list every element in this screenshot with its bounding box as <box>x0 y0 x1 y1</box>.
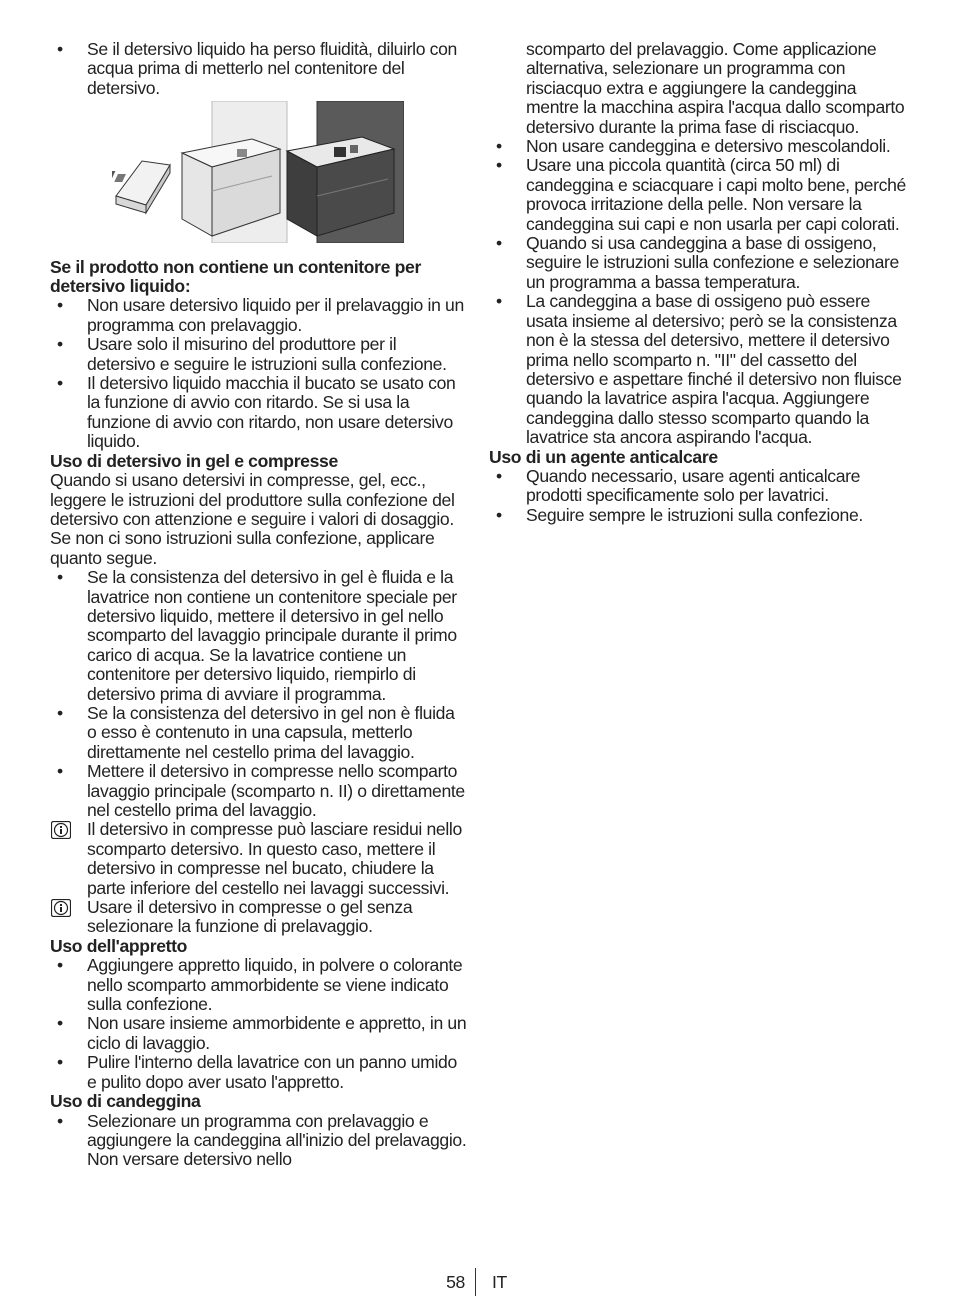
bleach-continuation: scomparto del prelavaggio. Come applicazione alternativa, selezionare un programma con risciacquo extra e aggiungere la candeggina mentre la macchina aspira l'acqua dallo scomparto detersivo durante la prima fase di risciacquo. <box>526 39 905 137</box>
intro-list <box>50 40 468 98</box>
drawer-light <box>182 101 287 243</box>
right-column <box>489 40 909 525</box>
bleach-list-start <box>50 1112 468 1170</box>
no-liquid-list <box>50 296 468 451</box>
detergent-drawer-figure <box>112 101 404 243</box>
section-title-bleach: Uso di candeggina <box>50 1091 201 1112</box>
list-item: • Il detersivo liquido macchia il bucato se usato con la funzione di avvio con ritardo. Se si usa la funzione di avvio con ritardo, non usare detersivo liquido. <box>57 373 456 452</box>
gel-intro-paragraph: Quando si usano detersivi in compresse, gel, ecc., leggere le istruzioni del produttore sulla confezione del detersivo con attenzione e seguire i valori di dosaggio. Se non ci sono istruzioni sulla confezione, applicare quanto segue. <box>50 470 455 568</box>
info-icon <box>51 899 71 917</box>
language-code: IT <box>492 1272 507 1292</box>
list-item: • Se la consistenza del detersivo in gel non è fluida o esso è contenuto in una capsula, metterlo direttamente nel cestello prima del lavaggio. <box>57 702 455 762</box>
gel-list <box>50 568 468 820</box>
left-column <box>50 40 468 1170</box>
section-title-no-liquid: Se il prodotto non contiene un contenitore per detersivo liquido: <box>50 256 421 297</box>
info-icon <box>51 821 71 839</box>
list-item: • Quando si usa candeggina a base di ossigeno, seguire le istruzioni sulla confezione e selezionare un programma a bassa temperatura. <box>496 233 899 292</box>
section-title-gel: Uso di detersivo in gel e compresse <box>50 450 338 471</box>
info-note: Usare il detersivo in compresse o gel senza selezionare la funzione di prelavaggio. <box>50 898 468 937</box>
footer-divider <box>475 1268 476 1296</box>
liquid-container-insert <box>112 161 170 213</box>
list-item: • Quando necessario, usare agenti anticalcare prodotti specificamente solo per lavatrici. <box>496 465 861 506</box>
descaler-list <box>489 467 909 525</box>
list-item: • Mettere il detersivo in compresse nello scomparto lavaggio principale (scomparto n. II) o direttamente nel cestello prima del lavaggio. <box>57 761 465 820</box>
drawer-dark <box>287 101 404 243</box>
section-title-descaler: Uso di un agente anticalcare <box>489 446 718 467</box>
info-note: Il detersivo in compresse può lasciare residui nello scomparto detersivo. In questo caso, mettere il detersivo in compresse nel bucato, chiudere la parte inferiore del cestello nei lavaggi successivi. <box>50 820 468 898</box>
list-item: • Seguire sempre le istruzioni sulla confezione. <box>496 504 863 525</box>
list-item: • Usare una piccola quantità (circa 50 ml) di candeggina e sciacquare i capi molto bene, perché provoca irritazione della pelle. Non versare la candeggina sui capi e non usarla per capi colorati. <box>496 155 906 234</box>
list-item: • Pulire l'interno della lavatrice con un panno umido e pulito dopo aver usato l'appretto. <box>57 1052 457 1092</box>
list-item: • Usare solo il misurino del produttore per il detersivo e seguire le istruzioni sulla confezione. <box>57 334 447 374</box>
list-item: • Non usare candeggina e detersivo mescolandoli. <box>496 136 891 157</box>
list-item: • Non usare insieme ammorbidente e appretto, in un ciclo di lavaggio. <box>57 1013 467 1053</box>
bleach-list <box>489 137 909 448</box>
list-item: • La candeggina a base di ossigeno può essere usata insieme al detersivo; però se la consistenza non è la stessa del detersivo, mettere il detersivo prima nello scomparto n. "II" del cassetto del detersivo e aspettare finché il detersivo non fluisce quando la lavatrice aspira l'acqua. Aggiungere candeggina dallo stesso scomparto quando la lavatrice sta ancora aspirando l'acqua. <box>496 291 902 448</box>
list-item: • Se il detersivo liquido ha perso fluidità, diluirlo con acqua prima di metterlo nel contenitore del detersivo. <box>57 39 457 98</box>
list-item: • Aggiungere appretto liquido, in polvere o colorante nello scomparto ammorbidente se viene indicato sulla confezione. <box>57 955 463 1015</box>
page-number: 58 <box>446 1272 465 1292</box>
list-item: • Se la consistenza del detersivo in gel è fluida e la lavatrice non contiene un contenitore speciale per detersivo liquido, mettere il detersivo in gel nello scomparto del lavaggio principale durante il primo carico di acqua. Se la lavatrice contiene un contenitore per detersivo liquido, riempirlo di detersivo prima di avviare il programma. <box>57 567 457 704</box>
section-title-starch: Uso dell'appretto <box>50 935 188 956</box>
list-item: • Selezionare un programma con prelavaggio e aggiungere la candeggina all'inizio del prelavaggio. Non versare detersivo nello <box>57 1110 467 1170</box>
list-item: • Non usare detersivo liquido per il prelavaggio in un programma con prelavaggio. <box>57 295 464 335</box>
starch-list <box>50 956 468 1092</box>
